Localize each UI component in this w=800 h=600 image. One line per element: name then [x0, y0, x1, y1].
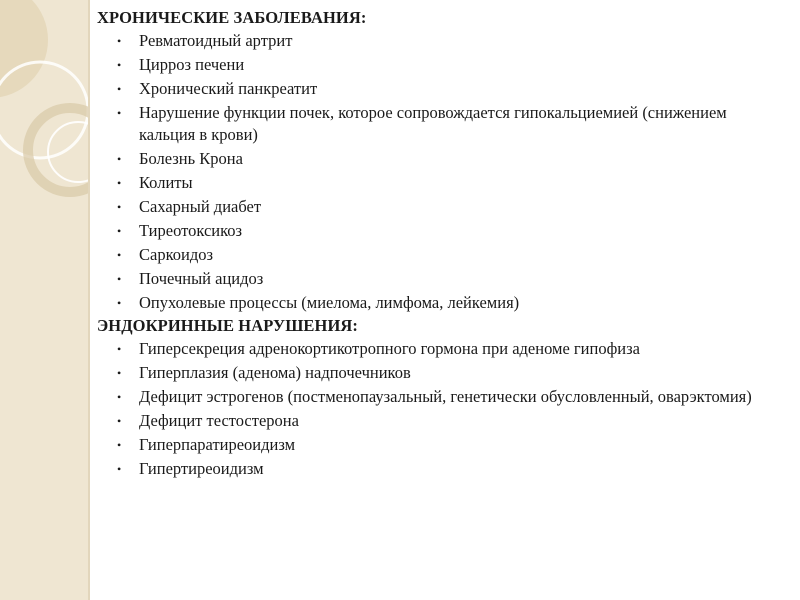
section-chronic-diseases — [97, 8, 787, 314]
list-item: • Гипертиреоидизм — [117, 459, 264, 478]
slide-content — [97, 8, 787, 482]
list-item: • Саркоидоз — [117, 245, 214, 264]
chronic-diseases-list — [97, 30, 787, 314]
list-item: • Ревматоидный артрит — [117, 31, 293, 50]
bullet-glyph: • — [117, 200, 122, 214]
section-title-chronic: ХРОНИЧЕСКИЕ ЗАБОЛЕВАНИЯ: — [97, 8, 367, 27]
list-item: • Колиты — [117, 173, 193, 192]
decorative-side-panel — [0, 0, 90, 600]
list-item: • Тиреотоксикоз — [117, 221, 243, 240]
section-endocrine-disorders — [97, 316, 787, 480]
bullet-glyph: • — [117, 414, 122, 428]
bullet-glyph: • — [117, 82, 122, 96]
list-item: • Нарушение функции почек, которое сопровождается гипокальциемией (снижением кальция в крови) — [117, 103, 727, 144]
bullet-glyph: • — [117, 390, 122, 404]
list-item: • Болезнь Крона — [117, 149, 243, 168]
list-item: • Цирроз печени — [117, 55, 245, 74]
bullet-glyph: • — [117, 152, 122, 166]
list-item: • Хронический панкреатит — [117, 79, 318, 98]
list-item: • Почечный ацидоз — [117, 269, 264, 288]
decorative-circles — [0, 0, 88, 600]
section-title-endocrine: ЭНДОКРИННЫЕ НАРУШЕНИЯ: — [97, 316, 359, 335]
bullet-glyph: • — [117, 106, 122, 120]
bullet-glyph: • — [117, 342, 122, 356]
endocrine-disorders-list — [97, 338, 787, 480]
bullet-glyph: • — [117, 34, 122, 48]
list-item: • Гиперсекреция адренокортикотропного гормона при аденоме гипофиза — [117, 339, 640, 358]
list-item: • Гиперпаратиреоидизм — [117, 435, 296, 454]
list-item: • Дефицит тестостерона — [117, 411, 299, 430]
list-item: • Сахарный диабет — [117, 197, 262, 216]
bullet-glyph: • — [117, 224, 122, 238]
list-item: • Гиперплазия (аденома) надпочечников — [117, 363, 411, 382]
bullet-glyph: • — [117, 272, 122, 286]
bullet-glyph: • — [117, 366, 122, 380]
bullet-glyph: • — [117, 296, 122, 310]
bullet-glyph: • — [117, 248, 122, 262]
bullet-glyph: • — [117, 58, 122, 72]
list-item: • Опухолевые процессы (миелома, лимфома, лейкемия) — [117, 293, 520, 312]
bullet-glyph: • — [117, 462, 122, 476]
bullet-glyph: • — [117, 176, 122, 190]
list-item: • Дефицит эстрогенов (постменопаузальный, генетически обусловленный, оварэктомия) — [117, 387, 752, 406]
bullet-glyph: • — [117, 438, 122, 452]
